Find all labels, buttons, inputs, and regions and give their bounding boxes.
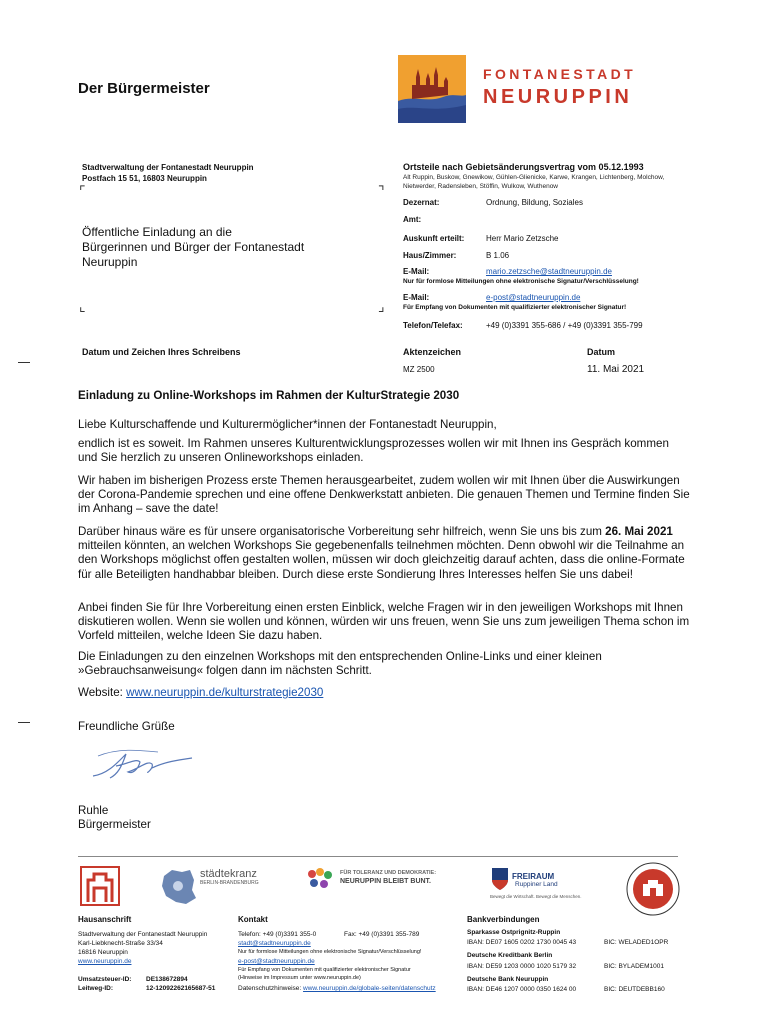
window-bracket-top-right: ⌝ — [378, 183, 385, 199]
bank2-name: Deutsche Kreditbank Berlin — [467, 952, 553, 959]
leitweg-value: 12-12092262165687-51 — [146, 985, 216, 992]
signer-role: Bürgermeister — [78, 818, 151, 831]
handwritten-signature — [88, 744, 198, 784]
phone-value: +49 (0)3391 355-686 / +49 (0)3391 355-799 — [486, 321, 643, 330]
bank3-bic: BIC: DEUTDEBB160 — [604, 986, 665, 993]
footer-address-heading: Hausanschrift — [78, 915, 132, 924]
footer-impressum-note: (Hinweise im Impressum unter www.neuruppin.de) — [238, 975, 361, 981]
staedtekranz-text: städtekranz — [200, 868, 257, 880]
email2-label: E-Mail: — [403, 293, 430, 302]
paragraph-3-part-a: Darüber hinaus wäre es für unsere organisatorische Vorbereitung sehr hilfreich, wenn Sie uns bis zum — [78, 525, 606, 538]
bank2-bic: BIC: BYLADEM1001 — [604, 963, 664, 970]
auskunft-value: Herr Mario Zetzsche — [486, 234, 559, 243]
salutation: Liebe Kulturschaffende und Kulturermöglicher*innen der Fontanestadt Neuruppin, — [78, 418, 497, 431]
window-bracket-bottom-left: ⌞ — [79, 298, 86, 314]
auskunft-label: Auskunft erteilt: — [403, 234, 465, 243]
footer-address-line-2: Karl-Liebknecht-Straße 33/34 — [78, 940, 163, 947]
sender-line-1: Stadtverwaltung der Fontanestadt Neuruppin — [82, 163, 254, 172]
privacy-label: Datenschutzhinweise: — [238, 985, 302, 992]
footer-email-note: Nur für formlose Mitteilungen ohne elektronische Signatur/Verschlüsselung! — [238, 949, 422, 955]
districts-list: Alt Ruppin, Buskow, Gnewikow, Gühlen-Glienicke, Karwe, Krangen, Lichtenberg, Molchow, Nietwerder, Radensleben, Stöffin, Wulkow, Wuthenow — [403, 174, 665, 190]
brandenburg-map-icon — [158, 866, 198, 906]
footer-website-link[interactable]: www.neuruppin.de — [78, 958, 132, 965]
your-reference-label: Datum und Zeichen Ihres Schreibens — [82, 347, 241, 357]
freiraum-shield-icon — [490, 866, 510, 892]
ust-label: Umsatzsteuer-ID: — [78, 976, 132, 983]
colorful-dots-icon — [304, 866, 334, 892]
datum-value: 11. Mai 2021 — [587, 364, 645, 375]
letter-subject: Einladung zu Online-Workshops im Rahmen der KulturStrategie 2030 — [78, 389, 460, 402]
deadline-date: 26. Mai 2021 — [605, 525, 673, 538]
footer-bank-heading: Bankverbindungen — [467, 915, 540, 924]
footer-epost-link[interactable]: e-post@stadtneuruppin.de — [238, 958, 315, 965]
email-note: Nur für formlose Mitteilungen ohne elektronische Signatur/Verschlüsselung! — [403, 278, 639, 285]
bank2-iban: IBAN: DE59 1203 0000 1020 5179 32 — [467, 963, 577, 970]
footer-address — [78, 930, 207, 966]
freiraum-text: FREIRAUM — [512, 872, 555, 881]
phone-label: Telefon/Telefax: — [403, 321, 463, 330]
email-link[interactable]: mario.zetzsche@stadtneuruppin.de — [486, 267, 612, 276]
website-line — [78, 686, 690, 700]
bank1-iban: IBAN: DE07 1605 0202 1730 0045 43 — [467, 939, 577, 946]
footer-epost-note: Für Empfang von Dokumenten mit qualifizierter elektronischer Signatur — [238, 967, 411, 973]
epost-link[interactable]: e-post@stadtneuruppin.de — [486, 293, 581, 302]
recipient-line-1: Öffentliche Einladung an die — [82, 225, 232, 239]
footer-divider — [78, 856, 678, 857]
recipient-address — [82, 225, 332, 270]
paragraph-4: Anbei finden Sie für Ihre Vorbereitung einen ersten Einblick, welche Fragen wir in den jeweiligen Workshops mit Ihnen diskutieren wollen. Wenn sie wollen und können, würden wir uns freuen, wenn Sie uns zum jeweiligen Thema schon im Vorfeld mitteilen, welche Ideen Sie dazu haben. — [78, 601, 690, 643]
page-title: Der Bürgermeister — [78, 80, 210, 97]
neuruppin-emblem-icon — [80, 866, 120, 906]
bank1-name: Sparkasse Ostprignitz-Ruppin — [467, 929, 561, 936]
zimmer-value: B 1.06 — [486, 251, 510, 260]
footer-privacy — [238, 984, 436, 993]
email-label: E-Mail: — [403, 267, 430, 276]
districts-heading: Ortsteile nach Gebietsänderungsvertrag vom 05.12.1993 — [403, 162, 644, 172]
footer-email-link[interactable]: stadt@stadtneuruppin.de — [238, 940, 311, 947]
leitweg-label: Leitweg-ID: — [78, 985, 114, 992]
toleranz-text-2: NEURUPPIN BLEIBT BUNT. — [340, 878, 432, 885]
footer-address-line-1: Stadtverwaltung der Fontanestadt Neuruppin — [78, 931, 208, 938]
website-label: Website: — [78, 686, 127, 699]
window-bracket-bottom-right: ⌟ — [378, 298, 385, 314]
bank3-iban: IBAN: DE46 1207 0000 0350 1624 00 — [467, 986, 577, 993]
window-bracket-top-left: ⌜ — [79, 183, 86, 199]
footer-phone: Telefon: +49 (0)3391 355-0 — [238, 931, 317, 938]
ust-value: DE138672894 — [146, 976, 188, 983]
logo-text-fontanestadt: FONTANESTADT — [483, 66, 637, 82]
city-logo — [398, 55, 466, 123]
aktenzeichen-value: MZ 2500 — [403, 365, 435, 374]
sender-address — [82, 162, 254, 184]
zimmer-label: Haus/Zimmer: — [403, 251, 457, 260]
aktenzeichen-label: Aktenzeichen — [403, 347, 462, 357]
paragraph-5: Die Einladungen zu den einzelnen Workshops mit den entsprechenden Online-Links und einer kleinen »Gebrauchsanweisung« folgen dann im nächsten Schritt. — [78, 650, 602, 678]
datum-label: Datum — [587, 347, 616, 357]
freiraum-slogan: Bewegt die Wirtschaft. Bewegt die Menschen. — [490, 894, 582, 899]
sender-line-2: Postfach 15 51, 16803 Neuruppin — [82, 174, 207, 183]
dezernat-value: Ordnung, Bildung, Soziales — [486, 198, 583, 207]
privacy-link[interactable]: www.neuruppin.de/globale-seiten/datenschutz — [303, 985, 436, 992]
epost-note: Für Empfang von Dokumenten mit qualifizierter elektronischer Signatur! — [403, 304, 627, 311]
paragraph-1: endlich ist es soweit. Im Rahmen unseres Kulturentwicklungsprozesses wollen wir mit Ihnen ins Gespräch kommen und Sie herzlich zu unseren Onlineworkshops einladen. — [78, 437, 669, 465]
recipient-line-2: Bürgerinnen und Bürger der Fontanestadt — [82, 240, 305, 254]
staedtekranz-subtext: BERLIN-BRANDENBURG — [200, 880, 259, 886]
amt-label: Amt: — [403, 215, 422, 224]
paragraph-2: Wir haben im bisherigen Prozess erste Themen herausgearbeitet, zudem wollen wir mit Ihnen über die Auswirkungen der Corona-Pandemie sprechen und eine offene Denkwerkstatt anbieten. Die genauen Themen und Termine finden Sie im Anhang – save the date! — [78, 474, 690, 516]
signer-name: Ruhle — [78, 804, 109, 817]
toleranz-text-1: FÜR TOLERANZ UND DEMOKRATIE: — [340, 870, 437, 876]
bank3-name: Deutsche Bank Neuruppin — [467, 976, 549, 983]
paragraph-3 — [78, 525, 690, 582]
round-seal-icon — [626, 862, 680, 916]
footer-fax: Fax: +49 (0)3391 355-789 — [344, 931, 420, 938]
paragraph-3-part-b: mitteilen könnten, an welchen Workshops Sie gegebenenfalls teilnehmen möchten. Denn obwohl wir die Teilnahme an den Workshops möglichst offen gestalten wollen, müssen wir doch gleichzeitig darauf achten, dass die online-Formate für alle Beteiligten handhabbar bleiben. Durch diese erste Sondierung Ihres Interesses helfen Sie uns dabei! — [78, 539, 685, 581]
fold-mark-2 — [18, 722, 30, 723]
footer-contact-heading: Kontakt — [238, 915, 268, 924]
closing: Freundliche Grüße — [78, 720, 175, 733]
logo-text-neuruppin: NEURUPPIN — [483, 86, 633, 108]
footer-address-line-3: 16816 Neuruppin — [78, 949, 128, 956]
city-skyline-icon — [398, 55, 466, 123]
bank1-bic: BIC: WELADED1OPR — [604, 939, 669, 946]
website-link[interactable]: www.neuruppin.de/kulturstrategie2030 — [126, 686, 324, 699]
recipient-line-3: Neuruppin — [82, 255, 138, 269]
ruppiner-land-text: Ruppiner Land — [515, 881, 558, 888]
dezernat-label: Dezernat: — [403, 198, 440, 207]
fold-mark-1 — [18, 362, 30, 363]
